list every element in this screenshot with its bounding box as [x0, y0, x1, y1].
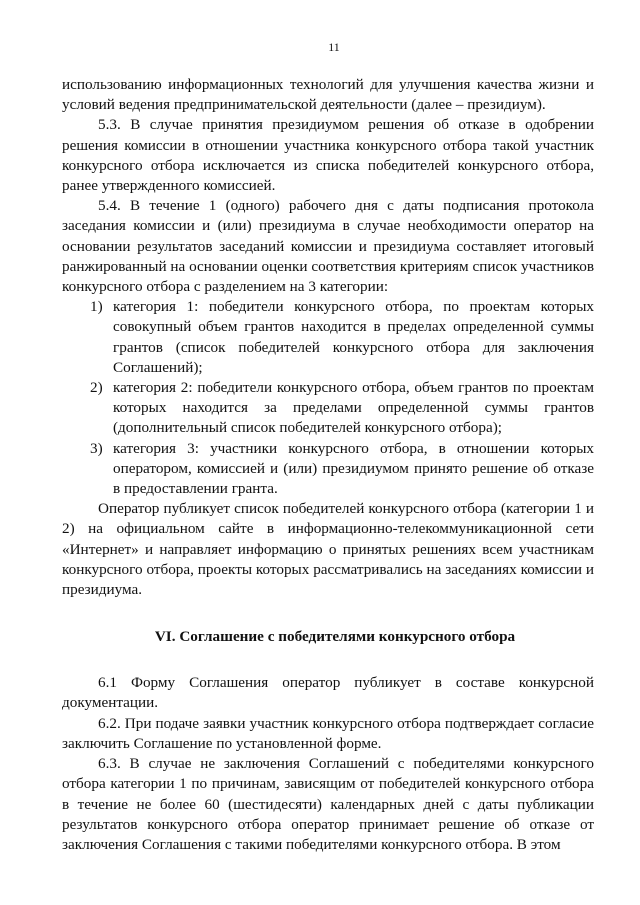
list-item-number: 2)	[90, 379, 103, 397]
paragraph-6-1: 6.1 Форму Соглашения оператор публикует в составе конкурсной документации.	[62, 674, 594, 712]
list-item-text: категория 2: победители конкурсного отбора, объем грантов по проектам которых находится за пределами определенной суммы грантов (дополнительный список победителей конкурсного отбора);	[113, 379, 594, 437]
section-heading: VI. Соглашение с победителями конкурсного отбора	[154, 628, 516, 646]
page-number: 11	[328, 40, 340, 54]
list-item-number: 1)	[90, 298, 103, 316]
paragraph-operator-publishes: Оператор публикует список победителей конкурсного отбора (категории 1 и 2) на официальном сайте в информационно-телекоммуникационной сети «Интернет» и направляет информацию о принятых решениях всем участникам конкурсного отбора, проекты которых рассматривались на заседаниях комиссии и президиума.	[62, 500, 594, 599]
list-item-number: 3)	[90, 439, 103, 457]
list-item-category-1	[62, 297, 594, 378]
list-item-text: категория 3: участники конкурсного отбора, в отношении которых оператором, комиссией и (или) президиумом принято решение об отказе в предоставлении гранта.	[113, 439, 594, 498]
paragraph-continuation: использованию информационных технологий для улучшения качества жизни и условий ведения предпринимательской деятельности (далее – президиум).	[62, 76, 594, 114]
paragraph-6-2: 6.2. При подаче заявки участник конкурсного отбора подтверждает согласие заключить Соглашение по установленной форме.	[62, 714, 594, 752]
paragraph-6-3: 6.3. В случае не заключения Соглашений с победителями конкурсного отбора категории 1 по причинам, зависящим от победителей конкурсного отбора в течение не более 60 (шестидесяти) календарных дней с даты публикации результатов конкурсного отбора оператор принимает решение об отказе от заключения Соглашения с такими победителями конкурсного отбора. В этом	[62, 755, 594, 853]
paragraph-5-4: 5.4. В течение 1 (одного) рабочего дня с даты подписания протокола заседания комиссии и (или) президиума в случае необходимости оператор на основании результатов заседаний комиссии и президиума составляет итоговый ранжированный на основании оценки соответствия критериям список участников конкурсного отбора с разделением на 3 категории:	[62, 197, 594, 296]
list-item-category-3	[62, 439, 594, 500]
list-item-category-2	[62, 378, 594, 439]
list-item-text: категория 1: победители конкурсного отбора, по проектам которых совокупный объем грантов находится в пределах определенной суммы грантов (список победителей конкурсного отбора для заключения Соглашений);	[113, 298, 594, 376]
categories-list	[62, 297, 594, 499]
paragraph-5-3: 5.3. В случае принятия президиумом решения об отказе в одобрении решения комиссии в отношении участника конкурсного отбора такой участник конкурсного отбора исключается из списка победителей конкурсного отбора, ранее утвержденного комиссией.	[62, 116, 594, 195]
